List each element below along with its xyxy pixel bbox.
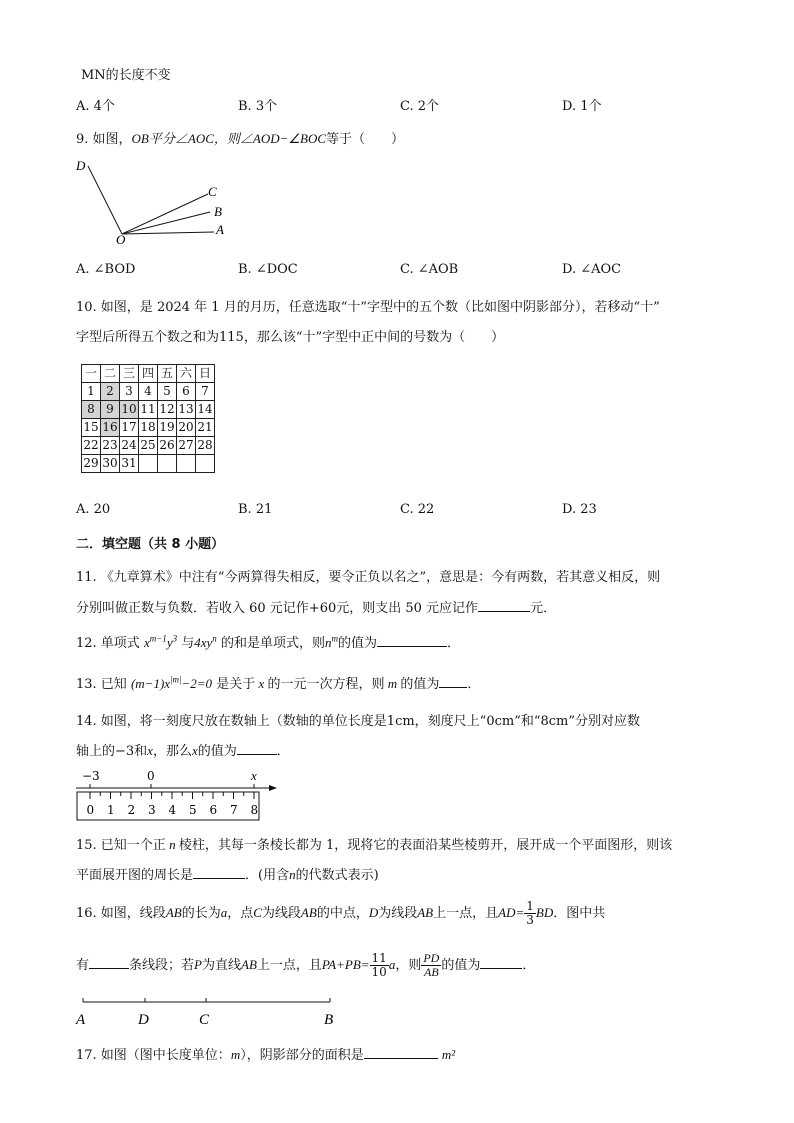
q15-line1 (76, 834, 672, 853)
q17-mid: ），阴影部分的面积是 (240, 1048, 364, 1063)
q16-l1-d: 为线段 (261, 906, 301, 921)
calendar-header-cell: 一 (82, 365, 101, 383)
q9-stem (76, 128, 404, 147)
q13-line (76, 673, 480, 692)
q10-option-d: D. 23 (562, 502, 597, 517)
ray-oc (122, 194, 208, 234)
calendar-cell: 14 (196, 401, 215, 419)
q16-pt-c: C (253, 905, 262, 920)
calendar-header-cell: 五 (158, 365, 177, 383)
calendar-cell: 17 (120, 419, 139, 437)
calendar-row (82, 437, 215, 455)
calendar-cell: 18 (139, 419, 158, 437)
q8-option-c: C. 2个 (400, 99, 440, 114)
q16-frac-11-10: $\frac{11}{10}$ (371, 951, 387, 979)
q16-l2-e: ，则 (395, 958, 422, 973)
q15-line2 (76, 864, 379, 883)
calendar-header (82, 365, 215, 383)
section-title: 二．填空题（共 8 小题） (76, 537, 225, 552)
q16-line2 (76, 952, 535, 979)
q13-end: ． (467, 677, 481, 692)
ray-od (88, 166, 122, 234)
q13-equation: $(m-1)x^{|m|}-2=0$ (130, 674, 213, 691)
q15-line1-a: 15. 已知一个正 (76, 838, 166, 853)
q13-answer-blank[interactable] (439, 675, 467, 688)
ray-oa (122, 232, 214, 234)
calendar-cell: 29 (82, 455, 101, 473)
q16-eq-ad: AD= (498, 905, 525, 920)
label-a: A (216, 222, 224, 237)
calendar-cell: 21 (196, 419, 215, 437)
q16-l1-c: ，点 (227, 906, 254, 921)
q16-line-ab: AB (241, 957, 257, 972)
q17-prefix: 17. 如图（图中长度单位： (76, 1048, 231, 1063)
calendar-cell-shaded: 10 (120, 401, 139, 419)
q9-angle-figure (72, 156, 242, 248)
calendar-cell: 5 (158, 383, 177, 401)
q16-frac-pd-ab: $\frac{PD}{AB}$ (423, 951, 440, 979)
q17-unit: m (230, 1047, 241, 1062)
q14-line2-c: 的值为 (197, 744, 237, 759)
point-label-d: D (138, 1012, 149, 1028)
calendar-cell: 7 (196, 383, 215, 401)
q17-answer-blank[interactable] (364, 1046, 438, 1059)
ruler-tick-label: 8 (250, 803, 259, 817)
calendar-cell: 4 (139, 383, 158, 401)
calendar-row (82, 401, 215, 419)
q12-line (76, 632, 460, 651)
q8-option-d: D. 1个 (562, 99, 602, 114)
label-c: C (208, 184, 217, 199)
calendar-row (82, 383, 215, 401)
ruler-tick-label: 0 (86, 803, 95, 817)
q12-suffix2: 的值为 (337, 636, 377, 651)
q10-line1: 10. 如图，是 2024 年 1 月的月历，任意选取“十”字型中的五个数（比如图中阴影部分），若移动“十” (76, 300, 660, 315)
calendar-header-cell: 二 (101, 365, 120, 383)
q16-line1 (76, 900, 605, 927)
label-d: D (76, 158, 86, 173)
q17-line (76, 1044, 455, 1063)
q16-l2-b: 条线段；若 (129, 958, 195, 973)
q14-answer-blank[interactable] (237, 742, 277, 755)
q12-mid: 与 (181, 636, 195, 651)
calendar-header-cell: 日 (196, 365, 215, 383)
q16-pt-p: P (194, 957, 202, 972)
q11-answer-blank[interactable] (478, 599, 530, 612)
calendar-cell: 12 (158, 401, 177, 419)
ruler-tick-label: 4 (168, 803, 177, 817)
calendar-header-cell: 六 (177, 365, 196, 383)
calendar-cell-shaded: 2 (101, 383, 120, 401)
calendar-cell: 6 (177, 383, 196, 401)
point-label-b: B (324, 1012, 334, 1028)
q9-stem-suffix: 等于（ ） (326, 132, 405, 147)
q15-line2-c: 的代数式表示) (295, 868, 379, 883)
calendar-cell: 27 (177, 437, 196, 455)
q11-line2-end: 元． (530, 601, 557, 616)
q17-suffix: m² (441, 1047, 456, 1062)
q11-line1: 11. 《九章算术》中注有“今两算得失相反，要令正负以名之”，意思是：今有两数，若其意义相反，则 (76, 570, 661, 585)
q9-option-c: C. ∠AOB (400, 262, 459, 277)
calendar-cell: 13 (177, 401, 196, 419)
q12-answer-blank[interactable] (377, 634, 447, 647)
calendar-cell-shaded: 16 (101, 419, 120, 437)
q16-answer-blank-1[interactable] (89, 956, 129, 969)
ruler-tick-label: 7 (230, 803, 238, 817)
q8-option-a: A. 4个 (76, 99, 115, 114)
q16-l1-g: 上一点，且 (433, 906, 499, 921)
q16-eq-bd: BD (535, 905, 554, 920)
ruler-tick-label: 3 (148, 803, 156, 817)
ruler-tick-label: 1 (107, 803, 115, 817)
q16-l1-b: 的长为 (181, 906, 221, 921)
calendar-cell: 1 (82, 383, 101, 401)
calendar-cell: 31 (120, 455, 139, 473)
calendar-cell: 20 (177, 419, 196, 437)
q15-line2-a: 平面展开图的周长是 (76, 868, 194, 883)
axis-arrow-icon (269, 785, 277, 791)
q13-mid: 是关于 (216, 677, 256, 692)
q16-answer-blank-2[interactable] (480, 956, 522, 969)
q14-var-x2: x (191, 743, 198, 758)
q10-option-c: C. 22 (400, 502, 435, 517)
ruler-tick-label: 5 (189, 803, 197, 817)
q13-prefix: 13. 已知 (76, 677, 127, 692)
q10-option-a: A. 20 (76, 502, 111, 517)
q10-line2: 字型后所得五个数之和为115，那么该“十”字型中正中间的号数为（ ） (76, 330, 505, 345)
q12-suffix1: 的和是单项式，则 (220, 636, 325, 651)
calendar-cell-shaded: 8 (82, 401, 101, 419)
q16-seg-ab: AB (165, 905, 182, 920)
q16-l1-f: 为线段 (378, 906, 418, 921)
q9-option-a: A. ∠BOD (76, 262, 136, 277)
q16-seg-ab3: AB (417, 905, 434, 920)
q15-var-n: n (165, 837, 179, 852)
calendar-cell: 11 (139, 401, 158, 419)
calendar-cell: 25 (139, 437, 158, 455)
q16-pt-d: D (368, 905, 379, 920)
q11-line2-text: 分别叫做正数与负数．若收入 60 元记作+60元，则支出 50 元应记作 (76, 601, 479, 616)
q16-frac-one-third: $\frac{1}{3}$ (526, 899, 534, 927)
q14-line2-b: ，那么 (152, 744, 192, 759)
q10-option-b: B. 21 (238, 502, 273, 517)
q14-line1: 14. 如图，将一刻度尺放在数轴上（数轴的单位长度是1cm，刻度尺上“0cm”和“8cm”分别对应数 (76, 714, 641, 729)
calendar-cell (196, 455, 215, 473)
axis-label-neg3: −3 (82, 769, 100, 783)
ray-ob (122, 212, 210, 234)
q12-end: ． (446, 636, 460, 651)
calendar-cell (177, 455, 196, 473)
axis-label-x: x (251, 768, 257, 783)
q16-eq-papb: PA+PB= (321, 957, 370, 972)
calendar-cell: 24 (120, 437, 139, 455)
label-o: O (116, 232, 126, 247)
calendar-cell: 26 (158, 437, 177, 455)
q16-segment-figure (72, 994, 342, 1028)
q16-l2-g: ． (522, 958, 536, 973)
calendar-cell: 15 (82, 419, 101, 437)
calendar-cell: 30 (101, 455, 120, 473)
q12-prefix: 12. 单项式 (76, 636, 140, 651)
q14-var-x: x (147, 743, 153, 758)
q8-option-b: B. 3个 (238, 99, 278, 114)
q14-ruler-figure (72, 766, 284, 822)
q8-tail-text: MN的长度不变 (81, 68, 171, 83)
calendar-header-cell: 三 (120, 365, 139, 383)
calendar-cell-shaded: 9 (101, 401, 120, 419)
q15-line2-b: ．(用含 (245, 868, 290, 883)
calendar-row (82, 455, 215, 473)
q16-l2-f: 的值为 (441, 958, 481, 973)
point-label-c: C (199, 1012, 210, 1028)
calendar-cell: 3 (120, 383, 139, 401)
q16-l1-a: 16. 如图，线段 (76, 906, 166, 921)
q9-stem-mid: OB平分∠AOC，则∠AOD−∠BOC (131, 131, 327, 146)
calendar-cell: 23 (101, 437, 120, 455)
q16-l1-h: ．图中共 (553, 906, 606, 921)
q12-power: $n^m$ (324, 633, 338, 650)
q16-l2-d: 上一点，且 (256, 958, 322, 973)
calendar-cell (158, 455, 177, 473)
q13-var-x: x (255, 676, 268, 691)
q15-answer-blank[interactable] (193, 866, 245, 879)
q14-line2 (76, 740, 290, 759)
calendar-cell: 19 (158, 419, 177, 437)
q16-seg-ab2: AB (300, 905, 317, 920)
q13-mid2: 的一元一次方程，则 (267, 677, 385, 692)
q9-stem-prefix: 9. 如图， (76, 132, 132, 147)
ruler-ticks (87, 792, 259, 817)
q12-monomial-1: $x^{m-1}y^3$ (143, 633, 178, 650)
q9-option-b: B. ∠DOC (238, 262, 298, 277)
ruler-tick-label: 6 (209, 803, 218, 817)
q16-l1-e: 的中点， (316, 906, 369, 921)
q16-var-a: a (220, 905, 228, 920)
q16-var-a2: a (388, 957, 396, 972)
q12-monomial-2: $4xy^n$ (194, 633, 217, 650)
calendar-cell (139, 455, 158, 473)
calendar-table (81, 364, 215, 473)
calendar-cell: 22 (82, 437, 101, 455)
q13-var-m: m (384, 676, 401, 691)
q13-suffix: 的值为 (400, 677, 440, 692)
axis-label-0: 0 (147, 769, 155, 783)
label-b: B (214, 204, 222, 219)
ruler-tick-label: 2 (127, 803, 136, 817)
calendar-header-cell: 四 (139, 365, 158, 383)
point-label-a: A (76, 1012, 86, 1028)
calendar-row (82, 419, 215, 437)
q14-line2-a: 轴上的−3和 (76, 744, 148, 759)
q15-var-n2: n (289, 867, 296, 882)
q16-l2-c: 为直线 (201, 958, 241, 973)
q9-option-d: D. ∠AOC (562, 262, 622, 277)
q14-line2-d: ． (276, 744, 290, 759)
q15-line1-b: 棱柱，其每一条棱长都为 1，现将它的表面沿某些棱剪开，展开成一个平面图形，则该 (178, 838, 673, 853)
q11-line2 (76, 597, 556, 616)
q16-l2-a: 有 (76, 958, 90, 973)
calendar-cell: 28 (196, 437, 215, 455)
